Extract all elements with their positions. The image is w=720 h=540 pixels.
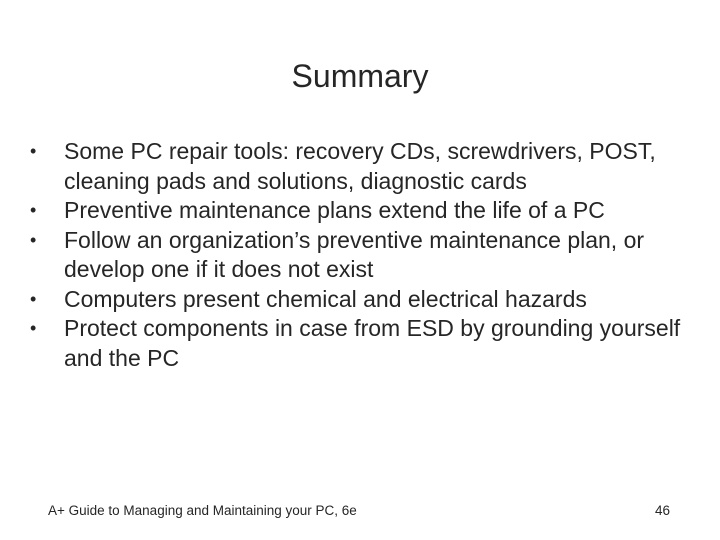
bullet-marker: • <box>30 200 37 220</box>
bullet-text: Follow an organization’s preventive maintenance plan, or develop one if it does not exist <box>64 226 645 282</box>
slide-title <box>0 56 720 96</box>
bullet-list <box>30 137 690 373</box>
bullet-text: Computers present chemical and electrical hazards <box>64 285 587 312</box>
bullet-marker: • <box>30 229 37 250</box>
bullet-marker: • <box>30 318 37 338</box>
footer-page-number: 46 <box>654 503 670 518</box>
footer-book-title: A+ Guide to Managing and Maintaining your PC, 6e <box>48 503 357 518</box>
bullet-item <box>30 137 690 196</box>
bullet-marker: • <box>30 288 37 309</box>
bullet-text: Protect components in case from ESD by grounding yourself and the PC <box>64 315 681 371</box>
bullet-item <box>30 196 690 226</box>
bullet-item <box>30 314 690 373</box>
bullet-text: Some PC repair tools: recovery CDs, screwdrivers, POST, cleaning pads and solutions, diagnostic cards <box>64 138 656 194</box>
slide-title-text: Summary <box>291 58 429 94</box>
bullet-item <box>30 226 690 285</box>
bullet-text: Preventive maintenance plans extend the life of a PC <box>64 197 605 223</box>
bullet-marker: • <box>30 141 37 161</box>
bullet-item <box>30 285 690 315</box>
